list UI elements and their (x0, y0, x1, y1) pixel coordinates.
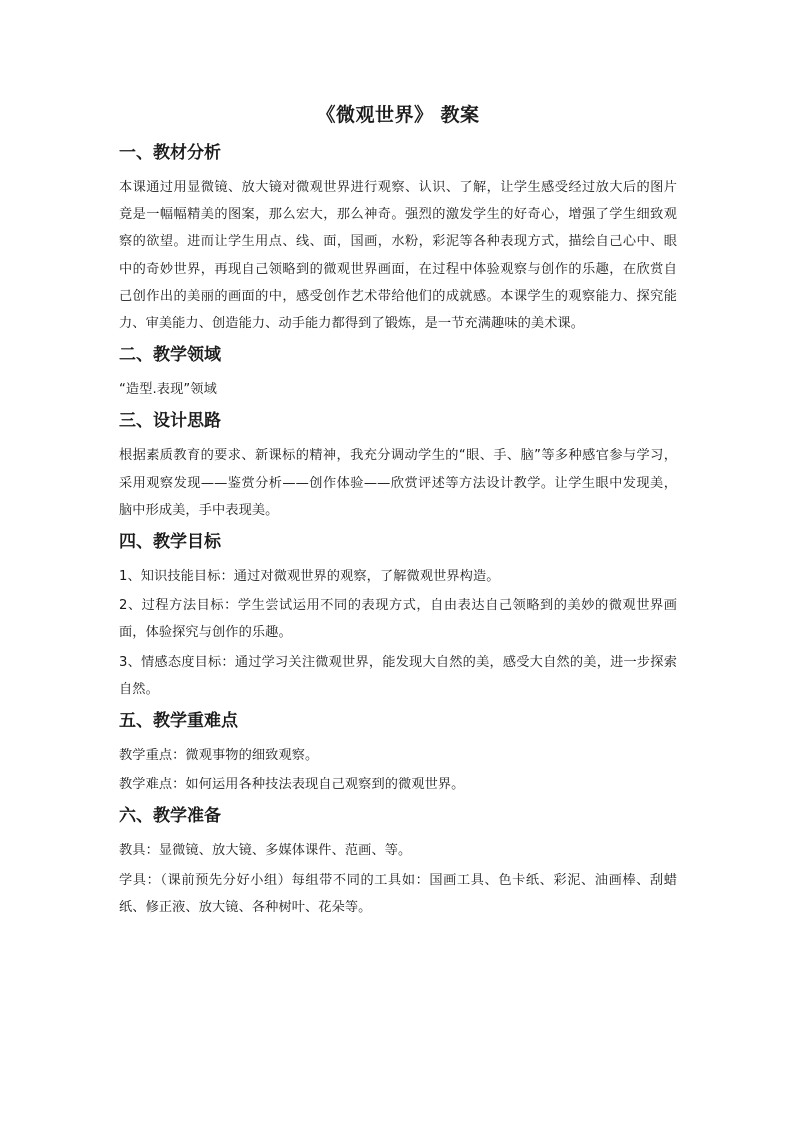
section-heading: 二、教学领域 (119, 345, 221, 366)
section-teaching-domain (119, 343, 677, 403)
paragraph: 教学重点：微观事物的细致观察。 (119, 748, 319, 764)
section-teaching-goals (119, 530, 677, 703)
paragraph: 2、过程方法目标：学生尝试运用不同的表现方式，自由表达自己领略到的美妙的微观世界画面，体验探究与创作的乐趣。 (119, 598, 677, 641)
section-heading: 六、教学准备 (119, 806, 221, 827)
section-heading: 四、教学目标 (119, 532, 221, 553)
paragraph: 本课通过用显微镜、放大镜对微观世界进行观察、认识、了解，让学生感受经过放大后的图片竟是一幅幅精美的图案，那么宏大，那么神奇。强烈的激发学生的好奇心，增强了学生细致观察的欲望。进而让学生用点、线、面，国画，水粉，彩泥等各种表现方式，描绘自己心中、眼中的奇妙世界，再现自己领略到的微观世界画面，在过程中体验观察与创作的乐趣，在欣赏自己创作出的美丽的画面的中，感受创作艺术带给他们的成就感。本课学生的观察能力、探究能力、审美能力、创造能力、动手能力都得到了锻炼，是一节充满趣味的美术课。 (119, 180, 677, 332)
section-key-points (119, 709, 677, 798)
paragraph: 3、情感态度目标：通过学习关注微观世界，能发现大自然的美，感受大自然的美，进一步探索自然。 (119, 654, 677, 697)
section-heading: 一、教材分析 (119, 143, 221, 163)
section-design-idea (119, 409, 677, 524)
section-heading: 五、教学重难点 (119, 711, 238, 732)
paragraph: “造型.表现”领域 (119, 382, 217, 398)
document-title: 《微观世界》 教案 (316, 104, 480, 126)
section-heading: 三、设计思路 (119, 411, 221, 432)
paragraph: 1、知识技能目标：通过对微观世界的观察，了解微观世界构造。 (119, 569, 500, 585)
paragraph: 教学难点：如何运用各种技法表现自己观察到的微观世界。 (119, 777, 465, 793)
section-textbook-analysis (119, 141, 677, 337)
paragraph: 学具：（课前预先分好小组）每组带不同的工具如：国画工具、色卡纸、彩泥、油画棒、刮蜡纸、修正液、放大镜、各种树叶、花朵等。 (119, 872, 677, 915)
paragraph: 根据素质教育的要求、新课标的精神，我充分调动学生的“眼、手、脑”等多种感官参与学习，采用观察发现——鉴赏分析——创作体验——欣赏评述等方法设计教学。让学生眼中发现美，脑中形成美，手中表现美。 (119, 448, 677, 518)
paragraph: 教具：显微镜、放大镜、多媒体课件、范画、等。 (119, 843, 412, 859)
document-page (119, 100, 677, 927)
section-preparation (119, 804, 677, 921)
